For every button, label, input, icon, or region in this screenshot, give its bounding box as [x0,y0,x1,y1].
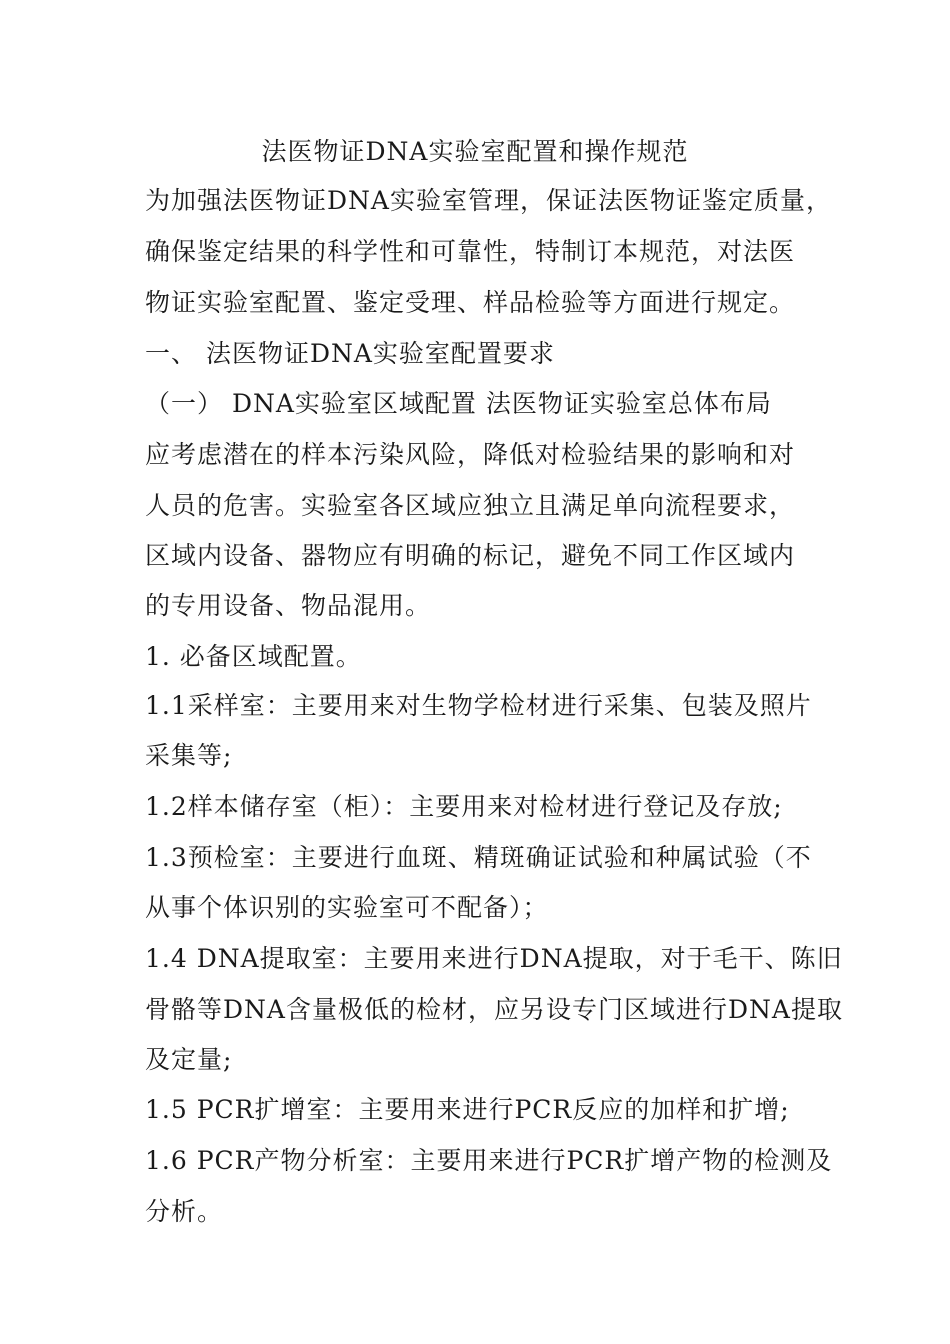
list-item-continuation: 从事个体识别的实验室可不配备）； [145,893,549,922]
paragraph-line: 为加强法医物证DNA实验室管理，保证法医物证鉴定质量， [145,186,832,215]
subsection-heading: （一） DNA实验室区域配置 法医物证实验室总体布局 [145,389,772,418]
list-item-continuation: 骨骼等DNA含量极低的检材，应另设专门区域进行DNA提取 [145,995,843,1024]
paragraph-line: 确保鉴定结果的科学性和可靠性，特制订本规范，对法医 [145,237,796,266]
list-item-continuation: 分析。 [145,1197,224,1226]
paragraph-line: 区域内设备、器物应有明确的标记，避免不同工作区域内 [145,541,796,570]
list-item: 1.6 PCR产物分析室：主要用来进行PCR扩增产物的检测及 [145,1146,833,1175]
paragraph-line: 人员的危害。实验室各区域应独立且满足单向流程要求， [145,491,796,520]
list-item-continuation: 采集等; [145,741,233,770]
paragraph-line: 应考虑潜在的样本污染风险，降低对检验结果的影响和对 [145,440,796,469]
list-item: 1.4 DNA提取室：主要用来进行DNA提取，对于毛干、陈旧 [145,944,843,973]
section-heading: 一、 法医物证DNA实验室配置要求 [145,339,555,368]
list-item: 1.5 PCR扩增室：主要用来进行PCR反应的加样和扩增; [145,1095,790,1124]
list-item: 1.3预检室：主要进行血斑、精斑确证试验和种属试验（不 [145,843,812,872]
paragraph-line: 物证实验室配置、鉴定受理、样品检验等方面进行规定。 [145,288,796,317]
list-heading: 1. 必备区域配置。 [145,642,362,671]
paragraph-line: 的专用设备、物品混用。 [145,591,432,620]
list-item-continuation: 及定量; [145,1045,233,1074]
list-item: 1.1采样室：主要用来对生物学检材进行采集、包装及照片 [145,691,812,720]
list-item: 1.2样本储存室（柜）：主要用来对检材进行登记及存放; [145,792,783,821]
page-title: 法医物证DNA实验室配置和操作规范 [261,137,689,166]
